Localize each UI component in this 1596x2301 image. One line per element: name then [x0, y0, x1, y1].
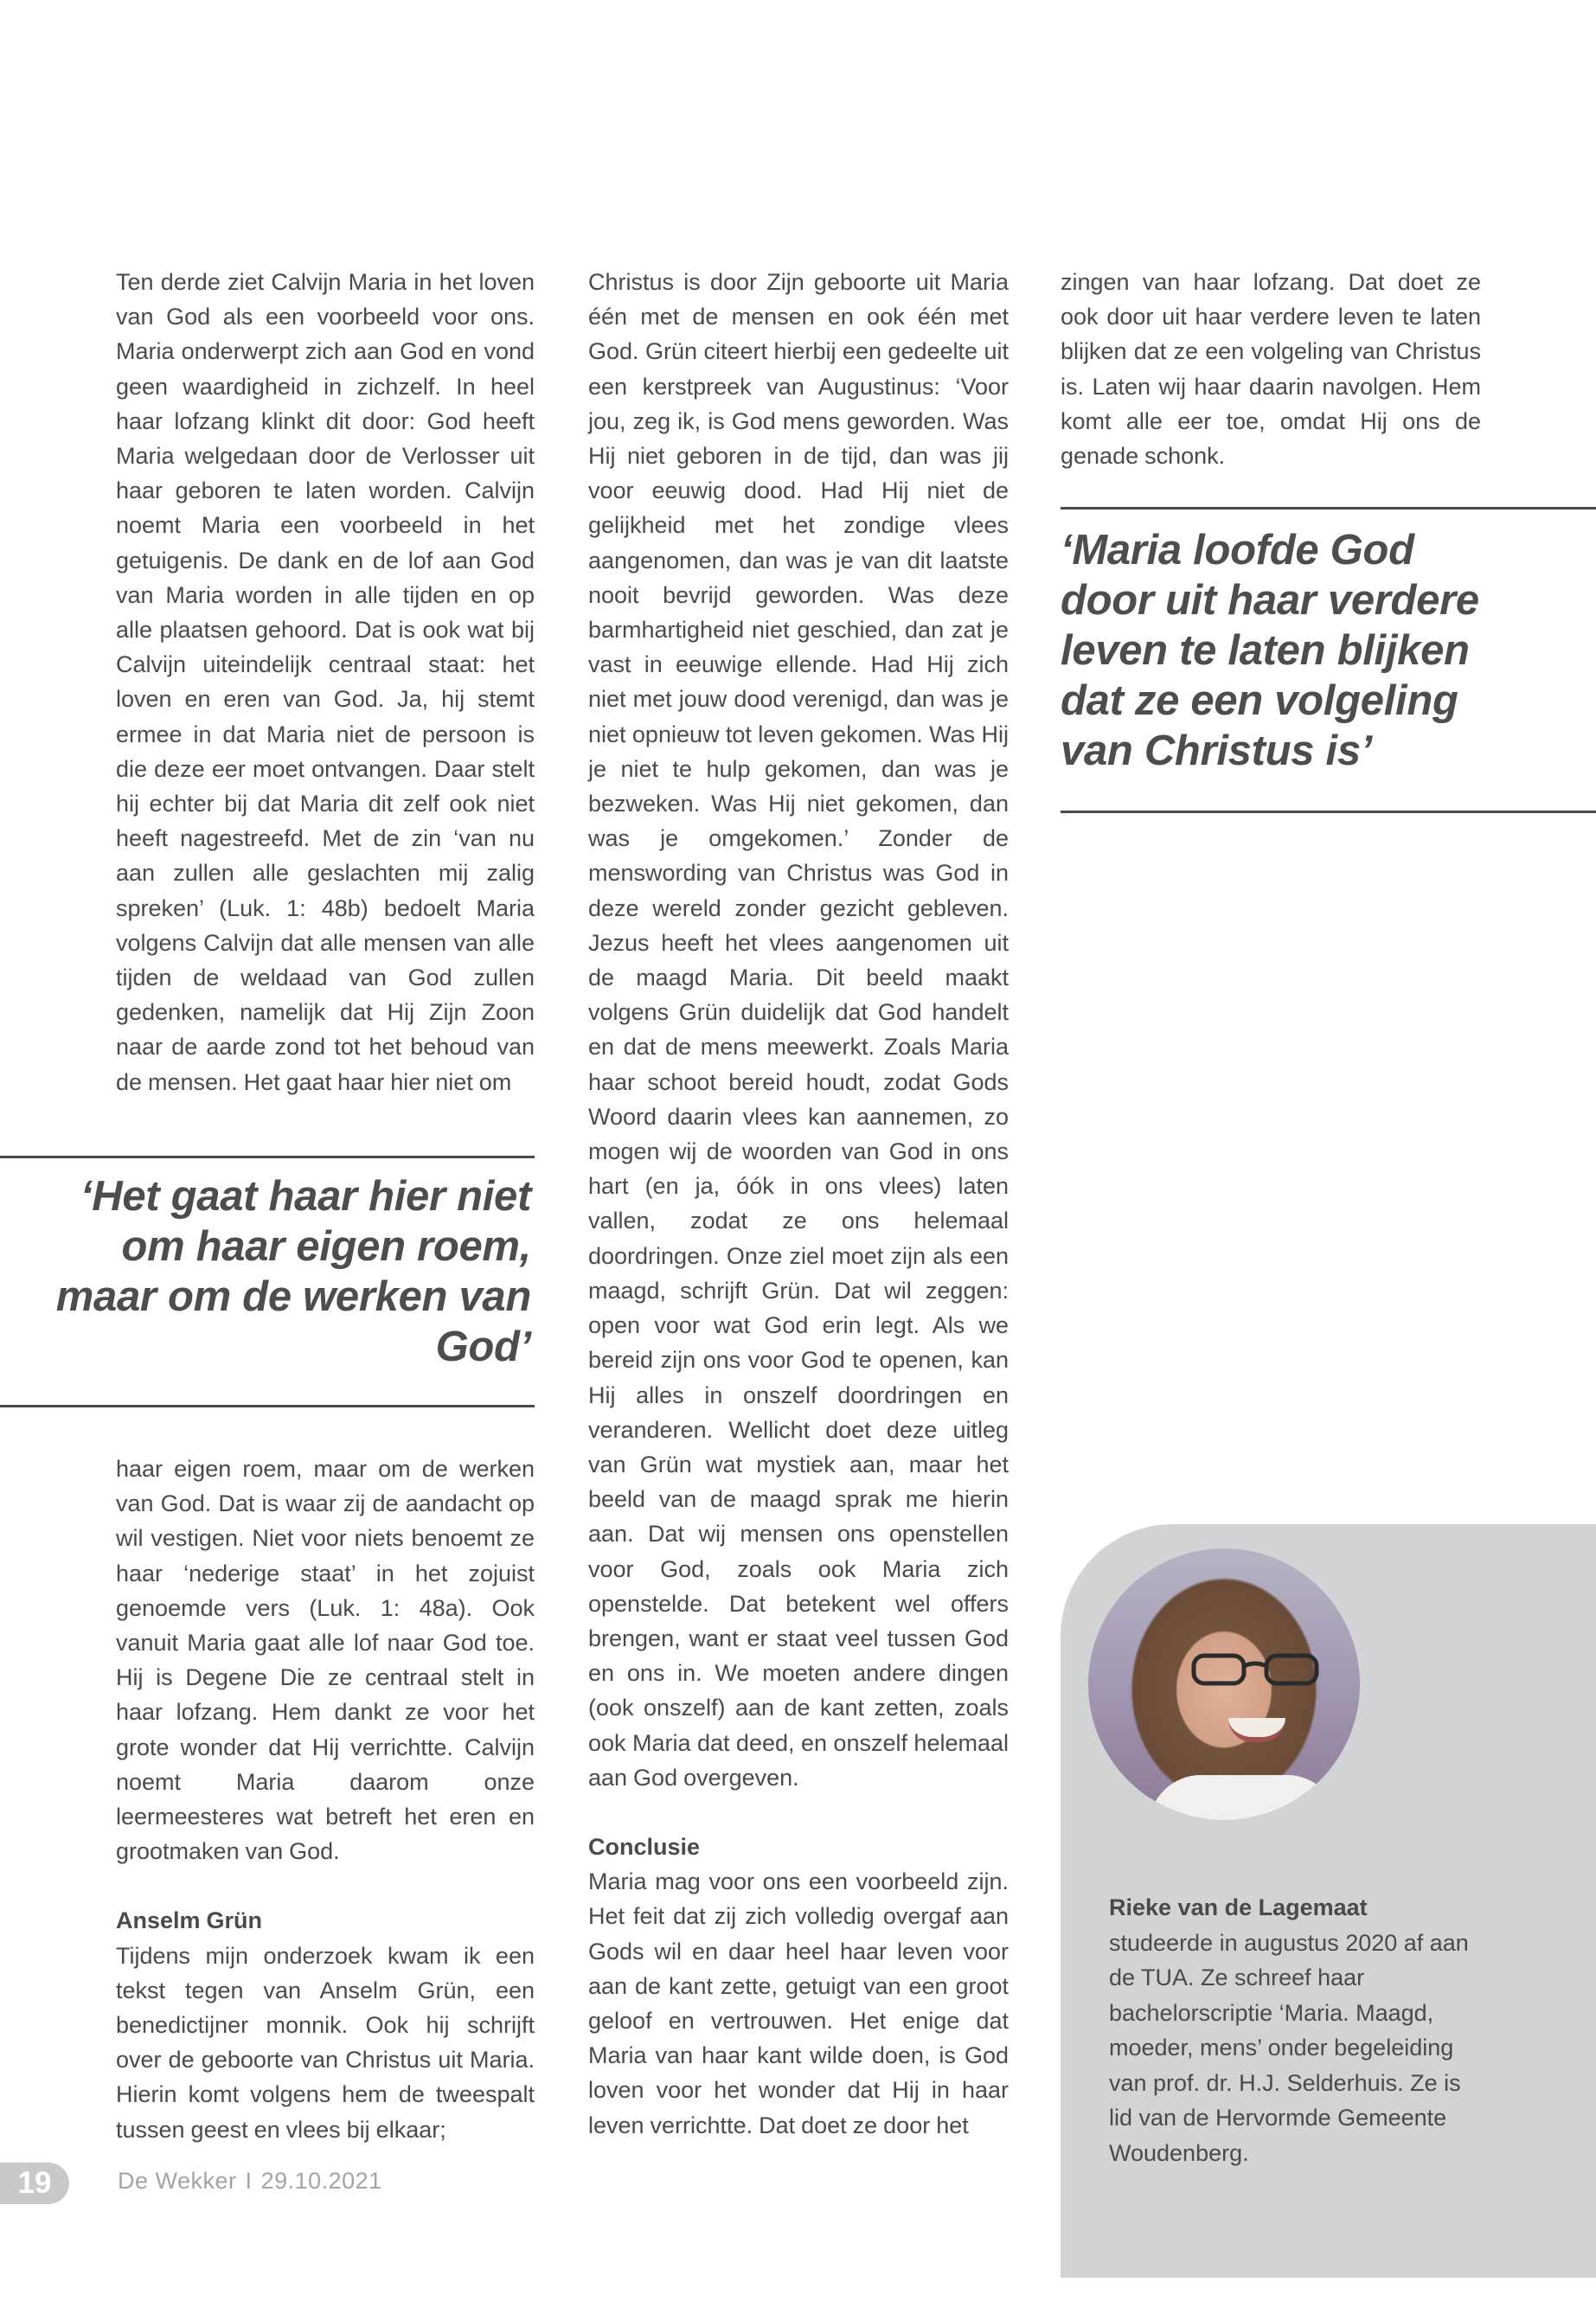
author-bio: [1109, 1890, 1490, 2170]
column-2: [588, 265, 1009, 2143]
paragraph: zingen van haar lofzang. Dat doet ze ook door uit haar verdere leven te laten blijken dat ze een volgeling van Christus is. Laten wij haar daarin navolgen. Hem komt alle eer toe, omdat Hij ons de genade schonk.: [1061, 269, 1481, 470]
author-bio-text: studeerde in augustus 2020 af aan de TUA. Ze schreef haar bachelorscriptie ‘Maria. Maagd, moeder, mens’ onder begeleiding van prof. dr. H.J. Selderhuis. Ze is lid van de Hervormde Gemeente Woudenberg.: [1109, 1929, 1469, 2166]
author-name: Rieke van de Lagemaat: [1109, 1894, 1368, 1920]
smile: [1228, 1718, 1285, 1742]
subheading-anselm-grun: Anselm Grün: [116, 1907, 263, 1934]
paragraph: haar eigen roem, maar om de werken van God. Dat is waar zij de aandacht op wil vestigen. Niet voor niets benoemt ze haar ‘nederige staat’ in het zojuist genoemde vers (Luk. 1: 48a). Ook vanuit Maria gaat alle lof naar God toe. Hij is Degene Die ze centraal stelt in haar lofzang. Hem dankt ze voor het grote wonder dat Hij verrichtte. Calvijn noemt Maria daarom onze leermeesteres wat betreft het eren en grootmaken van God.: [116, 1456, 535, 1865]
pullquote-2: ‘Maria loofde God door uit haar verdere leven te laten blijken dat ze een volgeling van Christus is’: [1061, 527, 1479, 774]
pullquote-rule-bottom: [0, 1405, 535, 1407]
paragraph: Maria mag voor ons een voorbeeld zijn. Het feit dat zij zich volledig overgaf aan Gods wil en daar heel haar leven voor aan de kant zette, getuigt van een groot geloof en vertrouwen. Het enige dat Maria van haar kant wilde doen, is God loven voor het wonder dat Hij in haar leven verrichtte. Dat doet ze door het: [588, 1868, 1009, 2138]
column-1-bottom: [116, 1452, 535, 2147]
footer: [118, 2168, 382, 2195]
pullquote-rule-top: [1061, 507, 1596, 510]
glasses-icon: [1190, 1652, 1320, 1687]
shirt: [1149, 1775, 1339, 1820]
paragraph: Ten derde ziet Calvijn Maria in het loven van God als een voorbeeld voor ons. Maria onderwerpt zich aan God en vond geen waardigheid in zichzelf. In heel haar lofzang klinkt dit door: God heeft Maria welgedaan door de Verlosser uit haar geboren te laten worden. Calvijn noemt Maria een voorbeeld in het getuigenis. De dank en de lof aan God van Maria worden in alle tijden en op alle plaatsen gehoord. Dat is ook wat bij Calvijn uiteindelijk centraal staat: het loven en eren van God. Ja, hij stemt ermee in dat Maria niet de persoon is die deze eer moet ontvangen. Daar stelt hij echter bij dat Maria dit zelf ook niet heeft nagestreefd. Met de zin ‘van nu aan zullen alle geslachten mij zalig spreken’ (Luk. 1: 48b) bedoelt Maria volgens Calvijn dat alle mensen van alle tijden de weldaad van God zullen gedenken, namelijk dat Hij Zijn Zoon naar de aarde zond tot het behoud van de mensen. Het gaat haar hier niet om: [116, 269, 535, 1095]
pullquote-rule-bottom: [1061, 811, 1596, 813]
publication-name: De Wekker: [118, 2168, 237, 2194]
footer-separator: I: [245, 2168, 253, 2194]
column-1-top: [116, 265, 535, 1099]
pullquote-1: ‘Het gaat haar hier niet om haar eigen roem, maar om de werken van God’: [55, 1173, 531, 1370]
subheading-conclusie: Conclusie: [588, 1833, 701, 1860]
page-number: 19: [0, 2163, 69, 2204]
pullquote-rule-top: [0, 1156, 535, 1158]
column-3: [1061, 265, 1481, 473]
paragraph: Tijdens mijn onderzoek kwam ik een tekst tegen van Anselm Grün, een benedictijner monnik. Ook hij schrijft over de geboorte van Christus uit Maria. Hierin komt volgens hem de tweespalt tussen geest en vlees bij elkaar;: [116, 1942, 535, 2143]
author-photo: [1088, 1548, 1360, 1820]
publication-date: 29.10.2021: [260, 2168, 382, 2194]
paragraph: Christus is door Zijn geboorte uit Maria één met de mensen en ook één met God. Grün citeert hierbij een gedeelte uit een kerstpreek van Augustinus: ‘Voor jou, zeg ik, is God mens geworden. Was Hij niet geboren in de tijd, dan was jij voor eeuwig dood. Had Hij niet de gelijkheid met het zondige vlees aangenomen, dan was je van dit laatste nooit bevrijd geworden. Was deze barmhartigheid niet geschied, dan zat je vast in eeuwige ellende. Had Hij zich niet met jouw dood verenigd, dan was je niet opnieuw tot leven gekomen. Was Hij je niet te hulp gekomen, dan was je bezweken. Was Hij niet gekomen, dan was je omgekomen.’ Zonder de menswording van Christus was God in deze wereld zonder gezicht gebleven. Jezus heeft het vlees aangenomen uit de maagd Maria. Dit beeld maakt volgens Grün duidelijk dat God handelt en dat de mens meewerkt. Zoals Maria haar schoot bereid houdt, zodat Gods Woord daarin vlees kan aannemen, zo mogen wij de woorden van God in ons hart (en ja, óók in ons vlees) laten vallen, zodat ze ons helemaal doordringen. Onze ziel moet zijn als een maagd, schrijft Grün. Dat wil zeggen: open voor wat God erin legt. Als we bereid zijn ons voor God te openen, kan Hij alles in onszelf doordringen en veranderen. Wellicht doet deze uitleg van Grün wat mystiek aan, maar het beeld van de maagd sprak me hierin aan. Dat wij mensen ons openstellen voor God, zoals ook Maria zich openstelde. Dat betekent wel offers brengen, want er staat veel tussen God en ons in. We moeten andere dingen (ook onszelf) aan de kant zetten, zoals ook Maria dat deed, en onszelf helemaal aan God overgeven.: [588, 269, 1009, 1791]
